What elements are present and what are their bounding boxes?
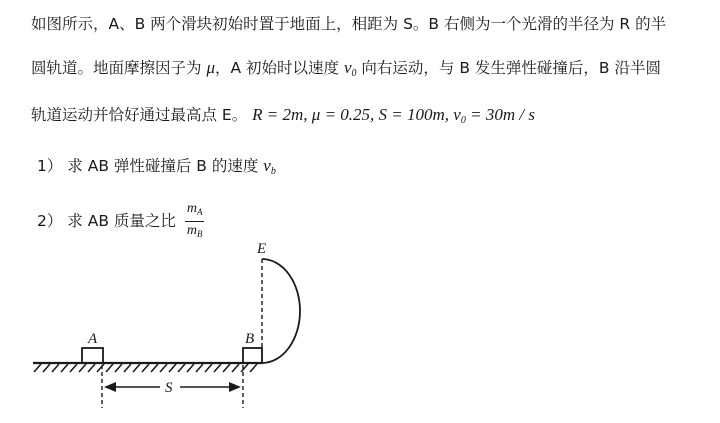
- question-1: [37, 154, 276, 177]
- hatch-mark: [34, 364, 41, 372]
- ground-hatching: [34, 364, 257, 372]
- label-s: S: [165, 380, 173, 396]
- hatch-mark: [115, 364, 122, 372]
- semicircle-track: [262, 259, 300, 363]
- hatch-mark: [151, 364, 158, 372]
- problem-text-3: 轨道运动并恰好通过最高点 E。: [31, 106, 248, 124]
- hatch-mark: [232, 364, 239, 372]
- fraction-numerator: [185, 201, 205, 222]
- hatch-mark: [241, 364, 248, 372]
- hatch-mark: [52, 364, 59, 372]
- question-1-text: 1） 求 AB 弹性碰撞后 B 的速度: [37, 157, 264, 175]
- question-1-sub: b: [270, 166, 276, 177]
- hatch-mark: [97, 364, 104, 372]
- problem-text-1: 如图所示，A、B 两个滑块初始时置于地面上，相距为 S。B 右侧为一个光滑的半径为 R 的半: [31, 15, 667, 33]
- given-values-subscript: 0: [460, 115, 466, 126]
- problem-text-2c: 向右运动，与 B 发生弹性碰撞后，B 沿半圆: [356, 59, 661, 77]
- hatch-mark: [61, 364, 68, 372]
- hatch-mark: [187, 364, 194, 372]
- question-2-text: 2） 求 AB 质量之比: [37, 212, 181, 230]
- problem-line-3: [31, 103, 535, 126]
- hatch-mark: [160, 364, 167, 372]
- hatch-mark: [196, 364, 203, 372]
- problem-line-2: [31, 56, 661, 79]
- hatch-mark: [106, 364, 113, 372]
- given-values-main: R = 2m, μ = 0.25, S = 100m, v: [252, 105, 461, 124]
- hatch-mark: [79, 364, 86, 372]
- hatch-mark: [250, 364, 257, 372]
- hatch-mark: [88, 364, 95, 372]
- hatch-mark: [223, 364, 230, 372]
- velocity-subscript: 0: [351, 68, 357, 79]
- hatch-mark: [205, 364, 212, 372]
- distance-arrowhead-left: [104, 382, 116, 392]
- hatch-mark: [124, 364, 131, 372]
- label-e: E: [257, 241, 267, 257]
- numerator-var: m: [186, 201, 197, 216]
- hatch-mark: [43, 364, 50, 372]
- physics-diagram: [0, 230, 720, 423]
- numerator-sub: A: [196, 207, 203, 217]
- label-b: B: [245, 331, 255, 347]
- block-b: [243, 348, 262, 363]
- hatch-mark: [214, 364, 221, 372]
- hatch-mark: [70, 364, 77, 372]
- distance-arrowhead-right: [229, 382, 241, 392]
- problem-line-1: [31, 12, 666, 34]
- question-1-var: v: [263, 156, 271, 175]
- denominator-var: m: [186, 223, 197, 238]
- problem-text-2a: 圆轨道。地面摩擦因子为: [31, 59, 207, 77]
- hatch-mark: [133, 364, 140, 372]
- friction-symbol: μ: [206, 58, 215, 77]
- problem-text-2b: ，A 初始时以速度: [214, 59, 344, 77]
- given-values: [252, 105, 535, 124]
- hatch-mark: [178, 364, 185, 372]
- hatch-mark: [142, 364, 149, 372]
- velocity-symbol: v: [343, 58, 352, 77]
- label-a: A: [88, 331, 98, 347]
- denominator-sub: B: [196, 229, 203, 239]
- block-a: [82, 348, 103, 363]
- hatch-mark: [169, 364, 176, 372]
- given-values-tail: = 30m / s: [465, 105, 535, 124]
